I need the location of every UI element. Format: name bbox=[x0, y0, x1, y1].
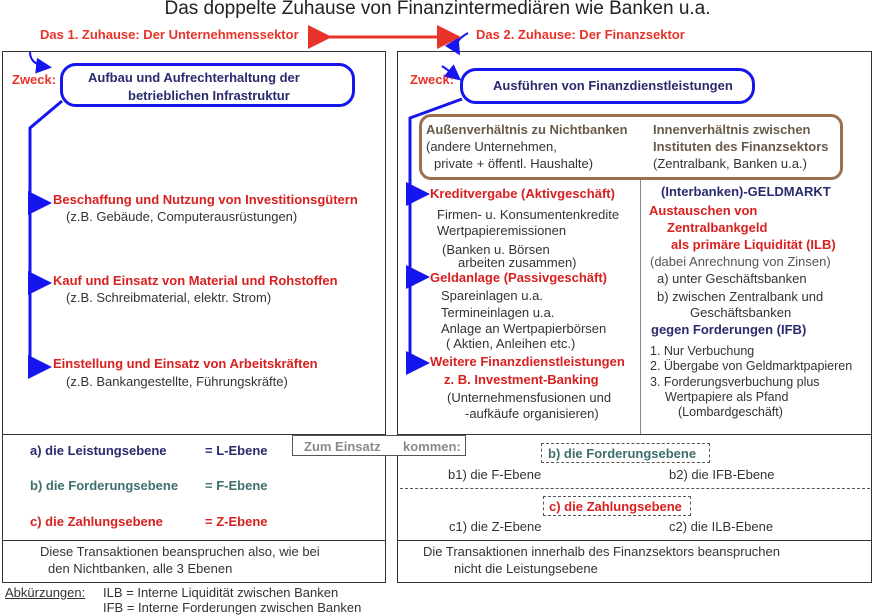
left-home-label: Das 1. Zuhause: Der Unternehmenssektor bbox=[40, 27, 299, 42]
b-line: b) zwischen Zentralbank und bbox=[657, 289, 824, 304]
ebene-value-z: = Z-Ebene bbox=[205, 514, 268, 529]
austausch-line: als primäre Liquidität (ILB) bbox=[671, 237, 836, 252]
innen-title: Instituten des Finanzsektors bbox=[653, 139, 829, 154]
left-item-heading: Kauf und Einsatz von Material und Rohstoffen bbox=[53, 273, 338, 288]
geld-line: Anlage an Wertpapierbörsen bbox=[441, 321, 607, 336]
right-zweck-label: Zweck: bbox=[410, 72, 455, 87]
geldmarkt-title: (Interbanken)-GELDMARKT bbox=[661, 184, 831, 199]
aussen-line: private + öffentl. Haushalte) bbox=[434, 156, 594, 171]
numbered-item: 2. Übergabe von Geldmarktpapieren bbox=[650, 359, 853, 373]
b-forderungsebene: b) die Forderungsebene bbox=[548, 446, 697, 461]
weitere-line: -aufkäufe organisieren) bbox=[465, 406, 599, 421]
austausch-line: Austauschen von bbox=[649, 203, 758, 218]
left-footer-line1: Diese Transaktionen beanspruchen also, wie bei bbox=[40, 544, 320, 559]
page-title: Das doppelte Zuhause von Finanzintermediären wie Banken u.a. bbox=[164, 0, 711, 19]
abbrev-line: IFB = Interne Forderungen zwischen Banken bbox=[103, 600, 362, 615]
c1-label: c1) die Z-Ebene bbox=[449, 519, 542, 534]
right-footer-line2: nicht die Leistungsebene bbox=[454, 561, 598, 576]
abbrev-line: ILB = Interne Liquidität zwischen Banken bbox=[103, 585, 339, 600]
aussen-title: Außenverhältnis zu Nichtbanken bbox=[426, 122, 628, 137]
numbered-item: 1. Nur Verbuchung bbox=[650, 344, 755, 358]
c2-label: c2) die ILB-Ebene bbox=[669, 519, 774, 534]
ebene-label-f: b) die Forderungsebene bbox=[30, 478, 179, 493]
kredit-line: arbeiten zusammen) bbox=[458, 255, 577, 270]
b2-label: b2) die IFB-Ebene bbox=[669, 467, 775, 482]
geld-line: Spareinlagen u.a. bbox=[441, 288, 543, 303]
left-zweck-label: Zweck: bbox=[12, 72, 57, 87]
zinsen-note: (dabei Anrechnung von Zinsen) bbox=[650, 254, 831, 269]
kredit-line: (Banken u. Börsen bbox=[442, 242, 550, 257]
numbered-item: Wertpapiere als Pfand bbox=[665, 390, 789, 404]
innen-line: (Zentralbank, Banken u.a.) bbox=[653, 156, 807, 171]
kommen-label: kommen: bbox=[403, 439, 461, 454]
abbrev-label: Abkürzungen: bbox=[5, 585, 86, 600]
weitere-heading: z. B. Investment-Banking bbox=[444, 372, 599, 387]
left-zweck-line1: Aufbau und Aufrechterhaltung der bbox=[88, 70, 300, 85]
a-line: a) unter Geschäftsbanken bbox=[657, 271, 807, 286]
zum-einsatz-label: Zum Einsatz bbox=[304, 439, 381, 454]
geld-line: ( Aktien, Anleihen etc.) bbox=[446, 336, 576, 351]
left-item-sub: (z.B. Schreibmaterial, elektr. Strom) bbox=[66, 290, 272, 305]
b-line: Geschäftsbanken bbox=[690, 305, 792, 320]
kredit-line: Firmen- u. Konsumentenkredite bbox=[437, 207, 620, 222]
left-footer-line2: den Nichtbanken, alle 3 Ebenen bbox=[48, 561, 233, 576]
b1-label: b1) die F-Ebene bbox=[448, 467, 542, 482]
geld-line: Termineinlagen u.a. bbox=[441, 305, 555, 320]
c-zahlungsebene: c) die Zahlungsebene bbox=[549, 499, 682, 514]
weitere-heading: Weitere Finanzdienstleistungen bbox=[430, 354, 625, 369]
kredit-line: Wertpapieremissionen bbox=[437, 223, 567, 238]
numbered-item: (Lombardgeschäft) bbox=[678, 405, 783, 419]
left-item-sub: (z.B. Gebäude, Computerausrüstungen) bbox=[66, 209, 298, 224]
innen-title: Innenverhältnis zwischen bbox=[653, 122, 811, 137]
left-item-heading: Einstellung und Einsatz von Arbeitskräften bbox=[53, 356, 318, 371]
austausch-line: Zentralbankgeld bbox=[667, 220, 768, 235]
left-item-sub: (z.B. Bankangestellte, Führungskräfte) bbox=[66, 374, 288, 389]
ebene-value-l: = L-Ebene bbox=[205, 443, 268, 458]
ebene-label-z: c) die Zahlungsebene bbox=[30, 514, 163, 529]
right-zweck-text: Ausführen von Finanzdienstleistungen bbox=[493, 78, 733, 93]
right-home-label: Das 2. Zuhause: Der Finanzsektor bbox=[476, 27, 685, 42]
aussen-line: (andere Unternehmen, bbox=[426, 139, 557, 154]
weitere-line: (Unternehmensfusionen und bbox=[447, 390, 612, 405]
right-footer-line1: Die Transaktionen innerhalb des Finanzsektors beanspruchen bbox=[423, 544, 780, 559]
left-zweck-line2: betrieblichen Infrastruktur bbox=[128, 88, 290, 103]
geld-heading: Geldanlage (Passivgeschäft) bbox=[430, 270, 608, 285]
gegen-forderungen: gegen Forderungen (IFB) bbox=[651, 322, 807, 337]
ebene-label-l: a) die Leistungsebene bbox=[30, 443, 167, 458]
left-item-heading: Beschaffung und Nutzung von Investitionsgütern bbox=[53, 192, 358, 207]
kredit-heading: Kreditvergabe (Aktivgeschäft) bbox=[430, 186, 615, 201]
ebene-value-f: = F-Ebene bbox=[205, 478, 268, 493]
numbered-item: 3. Forderungsverbuchung plus bbox=[650, 375, 820, 389]
